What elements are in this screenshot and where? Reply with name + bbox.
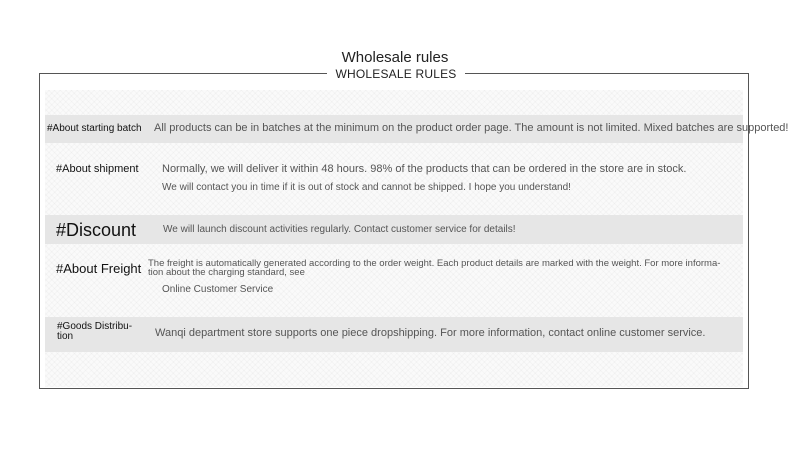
rules-frame — [39, 67, 789, 389]
rule-label-discount: #Discount — [56, 220, 137, 240]
frame-title: WHOLESALE RULES — [327, 67, 465, 81]
rule-label-shipment: #About shipment — [56, 163, 139, 175]
rule-label-starting-batch: #About starting batch — [47, 123, 142, 134]
rule-desc-starting-batch: All products can be in batches at the minimum on the product order page. The amount is not limited. Mixed batches are supported! — [154, 122, 789, 134]
rule-desc-freight-line2: tion about the charging standard, see — [148, 267, 305, 278]
rule-desc-shipment-note: We will contact you in time if it is out of stock and cannot be shipped. I hope you understand! — [162, 182, 571, 193]
rule-label-freight: #About Freight — [56, 261, 142, 276]
online-customer-service-link[interactable]: Online Customer Service — [162, 284, 274, 295]
page-title: Wholesale rules — [341, 49, 449, 66]
rule-desc-goods-distribution: Wanqi department store supports one piece dropshipping. For more information, contact online customer service. — [155, 327, 706, 339]
rule-label-goods-distribution-line2: tion — [57, 331, 74, 342]
rule-desc-discount: We will launch discount activities regularly. Contact customer service for details! — [163, 224, 516, 235]
rule-label-goods-distribution-line1: #Goods Distribu- — [57, 321, 133, 332]
rule-desc-shipment: Normally, we will deliver it within 48 hours. 98% of the products that can be ordered in the store are in stock. — [162, 163, 687, 175]
rule-desc-freight-line1: The freight is automatically generated according to the order weight. Each product details are marked with the weight. For more informa- — [148, 258, 721, 269]
